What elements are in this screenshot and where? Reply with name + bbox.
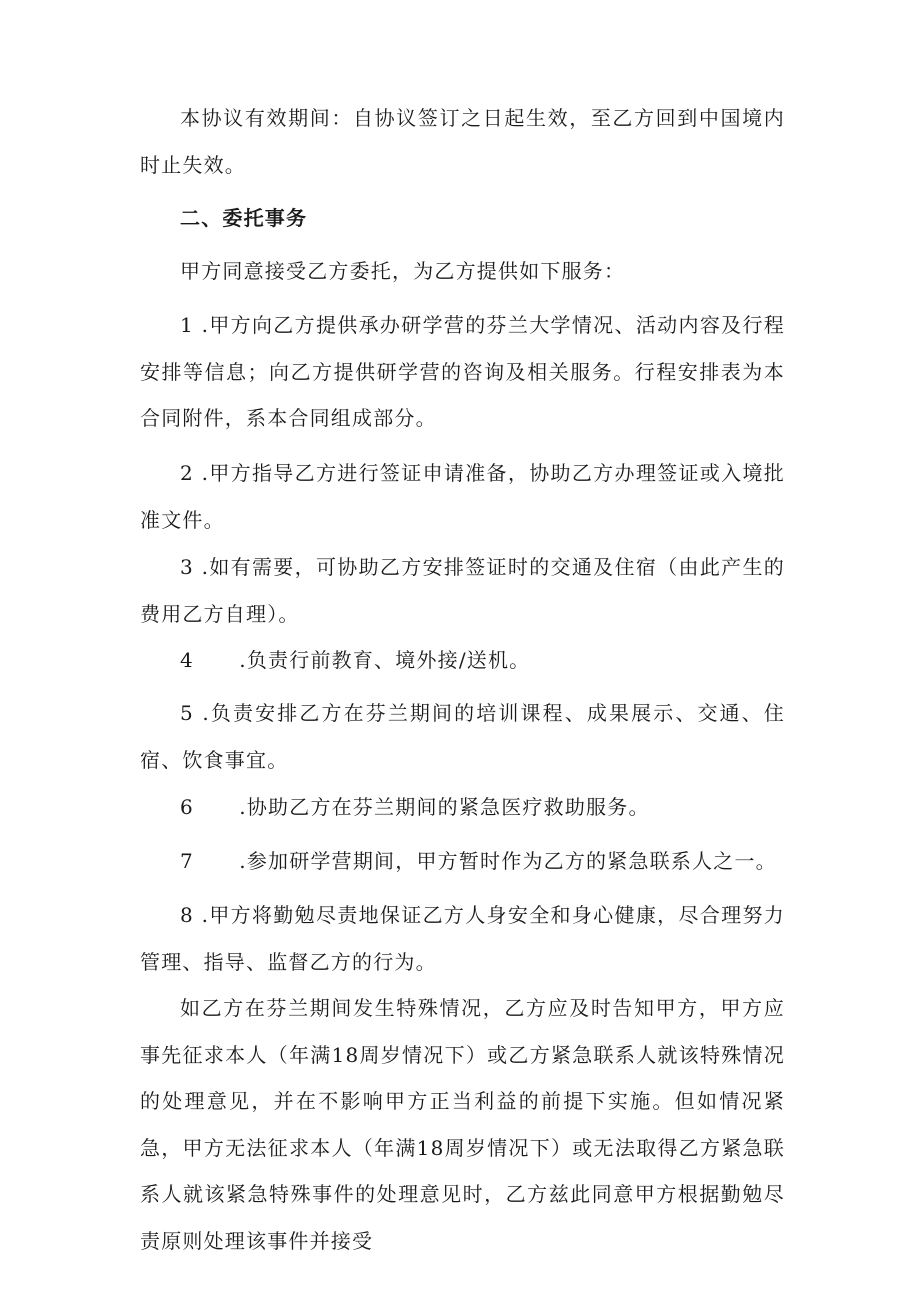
item-text: 参加研学营期间，甲方暂时作为乙方的紧急联系人之一。 [246,849,777,873]
item-text: 甲方向乙方提供承办研学营的芬兰大学情况、活动内容及行程安排等信息；向乙方提供研学营的咨询及相关服务。行程安排表为本合同附件，系本合同组成部分。 [140,313,785,430]
item-separator: . [193,555,210,579]
item-number: 6 [180,795,194,819]
item-number: 8 [180,903,194,927]
item-text: 负责行前教育、境外接/送机。 [246,648,531,672]
list-item [140,544,785,637]
list-item [140,450,785,543]
list-item [140,784,785,831]
item-number: 1 [180,313,194,337]
validity-paragraph: 本协议有效期间：自协议签订之日起生效，至乙方回到中国境内时止失效。 [140,106,785,177]
item-number: 7 [180,849,194,873]
list-item [140,892,785,985]
item-text: 负责安排乙方在芬兰期间的培训课程、成果展示、交通、住宿、饮食事宜。 [140,701,785,772]
item-text: 协助乙方在芬兰期间的紧急医疗救助服务。 [246,795,650,819]
section-title: 二、委托事务 [180,206,308,230]
item-text: 如有需要，可协助乙方安排签证时的交通及住宿（由此产生的费用乙方自理）。 [140,555,785,626]
item-number: 5 [180,701,194,725]
list-item [140,690,785,783]
item-separator: . [193,648,247,672]
item-separator: . [193,701,210,725]
item-number: 2 [180,461,194,485]
item-separator: . [193,849,247,873]
item-text: 甲方将勤勉尽责地保证乙方人身安全和身心健康，尽合理努力管理、指导、监督乙方的行为。 [140,903,785,974]
item-separator: . [193,461,210,485]
item-number: 3 [180,555,194,579]
item-separator: . [193,903,210,927]
intro-paragraph: 甲方同意接受乙方委托，为乙方提供如下服务： [180,259,626,283]
list-item [140,838,785,885]
item-number: 4 [180,648,194,672]
item-separator: . [193,795,247,819]
special-circumstances-paragraph: 如乙方在芬兰期间发生特殊情况，乙方应及时告知甲方，甲方应事先征求本人（年满18周岁情况下）或乙方紧急联系人就该特殊情况的处理意见，并在不影响甲方正当利益的前提下实施。但如情况紧急，甲方无法征求本人（年满18周岁情况下）或无法取得乙方紧急联系人就该紧急特殊事件的处理意见时，乙方兹此同意甲方根据勤勉尽责原则处理该事件并接受 [140,996,785,1253]
list-item [140,302,785,442]
list-item [140,637,785,684]
item-text: 甲方指导乙方进行签证申请准备，协助乙方办理签证或入境批准文件。 [140,461,785,532]
item-separator: . [193,313,210,337]
